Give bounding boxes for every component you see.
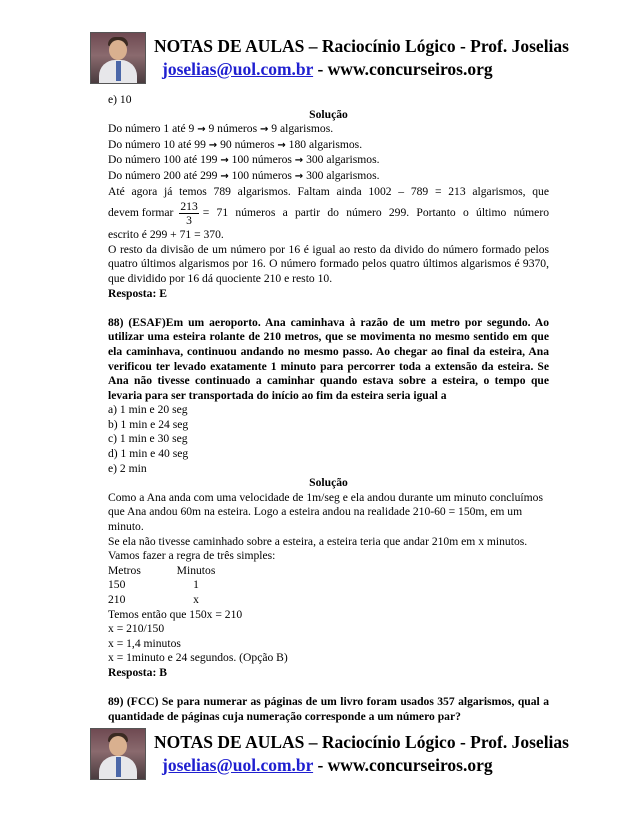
answer-1: Resposta: E <box>108 286 167 300</box>
arrow-icon: → <box>220 170 229 182</box>
header-contact <box>162 59 493 80</box>
solution-heading-2: Solução <box>309 476 348 490</box>
author-photo <box>90 32 146 84</box>
header-separator: - <box>313 755 328 775</box>
equation-line-1: Temos então que 150x = 210 <box>108 607 243 621</box>
author-photo <box>90 728 146 780</box>
fraction-denominator: 3 <box>186 214 192 228</box>
header-title: NOTAS DE AULAS – Raciocínio Lógico - Prof. Joselias <box>154 36 569 56</box>
remainder-explanation: O resto da divisão de um número por 16 é igual ao resto da divido do número formado pelos quatro últimos algarismos por 16. O número formado pelos quatro últimos algarismos é 9370, que dividido por 16 dá quociente 210 e resto 10. <box>108 242 549 285</box>
last-number-text: escrito é 299 + 71 = 370. <box>108 228 224 242</box>
devem-formar-text: devem formar <box>108 206 174 220</box>
site-link[interactable]: www.concurseiros.org <box>327 755 493 775</box>
email-link[interactable]: joselias@uol.com.br <box>162 59 314 79</box>
arrow-icon: → <box>220 155 229 167</box>
fraction-numerator: 213 <box>180 200 198 214</box>
fraction-rest-text: = 71 números a partir do número 299. Portanto o último número <box>202 206 549 220</box>
option-b: b) 1 min e 24 seg <box>108 417 189 431</box>
site-link[interactable]: www.concurseiros.org <box>327 59 493 79</box>
table-header-metros: Metros <box>108 563 141 577</box>
question-89: 89) (FCC) Se para numerar as páginas de um livro foram usados 357 algarismos, qual a quantidade de páginas cuja numeração corresponde a um número par? <box>108 695 549 723</box>
previous-option-e: e) 10 <box>108 93 132 106</box>
table-header-row <box>108 564 549 579</box>
count-line-1: Do número 1 até 9 → 9 números → 9 algarismos. <box>108 122 334 136</box>
count-line-4: Do número 200 até 299 → 100 números → 300 algarismos. <box>108 168 380 182</box>
count-line-3: Do número 100 até 199 → 100 números → 300 algarismos. <box>108 153 380 167</box>
option-a: a) 1 min e 20 seg <box>108 403 188 417</box>
option-e: e) 2 min <box>108 461 147 475</box>
fraction <box>179 200 198 227</box>
email-link[interactable]: joselias@uol.com.br <box>162 755 314 775</box>
arrow-icon: → <box>197 124 206 136</box>
remaining-digits-text: Até agora já temos 789 algarismos. Faltam ainda 1002 – 789 = 213 algarismos, que <box>108 184 549 198</box>
option-d: d) 1 min e 40 seg <box>108 447 189 461</box>
count-line-2: Do número 10 até 99 → 90 números → 180 algarismos. <box>108 137 363 151</box>
equation-line-2: x = 210/150 <box>108 622 165 636</box>
equation-line-3: x = 1,4 minutos <box>108 636 181 650</box>
solution-paragraph-2: Se ela não tivesse caminhado sobre a esteira, a esteira teria que andar 210m em x minutos. Vamos fazer a regra de três simples: <box>108 534 528 563</box>
table-header-minutos: Minutos <box>176 563 216 577</box>
arrow-icon: → <box>294 170 304 182</box>
header-contact <box>162 755 493 776</box>
answer-2: Resposta: B <box>108 665 167 679</box>
page-content <box>108 93 549 724</box>
fraction-line <box>108 199 549 228</box>
solution-heading-1: Solução <box>309 107 348 121</box>
arrow-icon: → <box>208 139 218 151</box>
arrow-icon: → <box>277 139 286 151</box>
page-footer-header <box>90 726 569 782</box>
solution-paragraph-1: Como a Ana anda com uma velocidade de 1m/seg e ela andou durante um minuto concluímos que Ana andou 60m na esteira. Logo a esteira andou na realidade 210-60 = 150m, em um minuto. <box>108 490 543 534</box>
question-88: 88) (ESAF)Em um aeroporto. Ana caminhava à razão de um metro por segundo. Ao utilizar uma esteira rolante de 210 metros, que se movimenta no mesmo sentido em que ela caminhava, continuou andando no mesmo passo. Ao chegar ao final da esteira, Ana verificou ter levado exatamente 1 minuto para percorrer toda a extensão da esteira. Se Ana não tivesse continuado a caminhar quando estava sobre a esteira, o tempo que levaria para ser transportada do início ao fim da esteira seria igual a <box>108 315 549 402</box>
page-header <box>90 30 569 86</box>
table-row: 210 x <box>108 593 199 606</box>
equation-line-4: x = 1minuto e 24 segundos. (Opção B) <box>108 651 288 665</box>
option-c: c) 1 min e 30 seg <box>108 432 188 446</box>
header-title: NOTAS DE AULAS – Raciocínio Lógico - Prof. Joselias <box>154 732 569 752</box>
arrow-icon: → <box>260 124 269 136</box>
header-separator: - <box>313 59 328 79</box>
table-row: 150 1 <box>108 578 199 592</box>
arrow-icon: → <box>294 155 304 167</box>
